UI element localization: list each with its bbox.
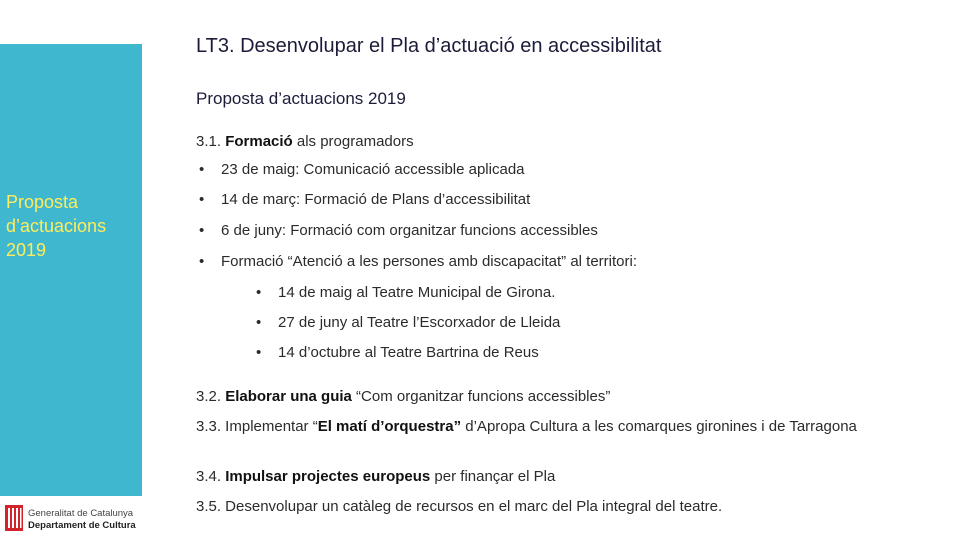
section-number: 3.4. (196, 468, 226, 485)
section-3-1 (196, 132, 414, 152)
sidebar-title: Proposta d’actuacions 2019 (6, 192, 107, 260)
bullet-dot: • (256, 284, 262, 301)
section-rest: per finançar el Pla (430, 468, 556, 485)
section-bold: El matí d’orquestra” (317, 418, 462, 435)
bullet-dot: • (256, 314, 262, 331)
section-bold: Impulsar projectes europeus (225, 468, 431, 485)
section-3-3 (196, 417, 886, 437)
section-bold: Elaborar una guia (225, 388, 352, 405)
sub-list-item-text: 27 de juny al Teatre l’Escorxador de Lleida (278, 314, 561, 331)
sidebar-panel (0, 44, 142, 496)
list-item-text: 23 de maig: Comunicació accessible aplicada (221, 161, 525, 178)
bullet-dot: • (199, 253, 205, 270)
bullet-dot: • (256, 344, 262, 361)
section-3-5: 3.5. Desenvolupar un catàleg de recursos en el marc del Pla integral del teatre. (196, 498, 723, 515)
generalitat-logo (3, 505, 143, 533)
bullet-dot: • (199, 191, 205, 208)
logo-line-2: Departament de Cultura (28, 520, 136, 531)
section-3-2 (196, 387, 610, 407)
section-3-4 (196, 467, 555, 487)
sub-list-item-text: 14 d’octubre al Teatre Bartrina de Reus (278, 344, 539, 361)
section-rest: als programadors (292, 133, 414, 150)
section-rest: “Com organitzar funcions accessibles” (351, 388, 611, 405)
section-number: 3.1. (196, 133, 226, 150)
section-bold: Formació (225, 133, 293, 150)
sub-list-item-text: 14 de maig al Teatre Municipal de Girona. (278, 284, 556, 301)
generalitat-emblem-icon (5, 505, 23, 531)
bullet-dot: • (199, 222, 205, 239)
section-prefix: 3.3. Implementar “ (196, 418, 318, 435)
page-title: LT3. Desenvolupar el Pla d’actuació en accessibilitat (196, 35, 662, 57)
bullet-dot: • (199, 161, 205, 178)
page-subtitle: Proposta d’actuacions 2019 (196, 89, 406, 108)
logo-line-1: Generalitat de Catalunya (28, 508, 134, 519)
section-rest: d’Apropa Cultura a les comarques gironines i de Tarragona (461, 418, 857, 435)
section-number: 3.2. (196, 388, 226, 405)
list-item-text: 6 de juny: Formació com organitzar funcions accessibles (221, 222, 598, 239)
list-item-text: 14 de març: Formació de Plans d’accessibilitat (221, 191, 531, 208)
list-item-text: Formació “Atenció a les persones amb discapacitat” al territori: (221, 253, 638, 270)
